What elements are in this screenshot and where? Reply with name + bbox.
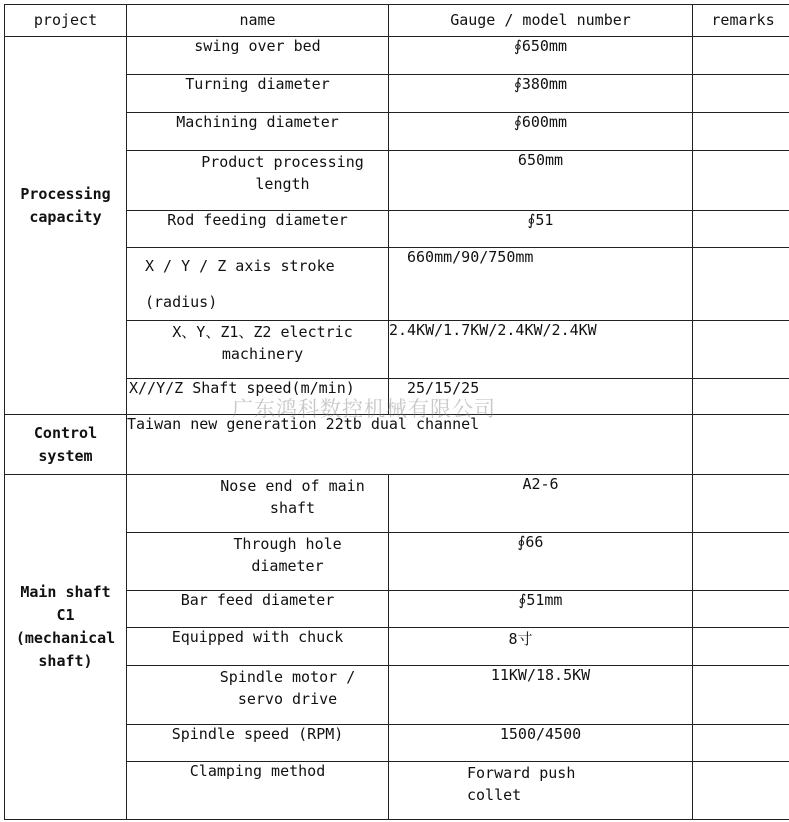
row-name: X / Y / Z axis stroke (radius) [127,248,389,321]
row-name: Spindle speed (RPM) [127,725,389,762]
row-remarks [693,321,789,379]
row-gauge: 11KW/18.5KW [389,666,693,725]
header-project: project [5,5,127,37]
group-main-shaft: Main shaft C1 (mechanical shaft) [5,475,127,820]
row-remarks [693,591,789,628]
row-name: swing over bed [127,37,389,75]
row-remarks [693,248,789,321]
header-name: name [127,5,389,37]
row-name: Spindle motor / servo drive [127,666,389,725]
row-remarks [693,533,789,591]
row-name: Through hole diameter [127,533,389,591]
row-name: Equipped with chuck [127,628,389,666]
table-row [5,415,789,475]
row-remarks [693,415,789,475]
group-processing-capacity: Processing capacity [5,37,127,415]
row-remarks [693,725,789,762]
row-gauge: 660mm/90/750mm [389,248,693,321]
row-gauge: ∮650mm [389,37,693,75]
row-gauge: ∮51mm [389,591,693,628]
table-row [5,475,789,533]
company-watermark: 广东鸿科数控机械有限公司 [232,397,496,421]
row-gauge: ∮51 [389,211,693,248]
row-remarks [693,113,789,151]
row-remarks [693,762,789,820]
group-control-system: Control system [5,415,127,475]
row-gauge: 650mm [389,151,693,211]
row-name: Bar feed diameter [127,591,389,628]
table-row [5,37,789,75]
row-remarks [693,666,789,725]
header-remarks: remarks [693,5,789,37]
header-gauge: Gauge / model number [389,5,693,37]
row-name: Turning diameter [127,75,389,113]
row-name: Clamping method [127,762,389,820]
row-name: Product processing length [127,151,389,211]
row-gauge: 2.4KW/1.7KW/2.4KW/2.4KW [389,321,693,379]
spec-table [4,4,789,820]
row-remarks [693,75,789,113]
row-gauge: ∮66 [389,533,693,591]
row-remarks [693,628,789,666]
row-remarks [693,211,789,248]
row-name: X//Y/Z Shaft speed(m/min) [127,379,389,415]
row-gauge: ∮600mm [389,113,693,151]
row-remarks [693,379,789,415]
row-name: Machining diameter [127,113,389,151]
row-name: Rod feeding diameter [127,211,389,248]
row-gauge: A2-6 [389,475,693,533]
row-gauge: 25/15/25 [389,379,693,415]
row-gauge: 8寸 [389,628,693,666]
row-name: Taiwan new generation 22tb dual channel [127,415,693,475]
row-name: Nose end of main shaft [127,475,389,533]
row-name: X、Y、Z1、Z2 electric machinery [127,321,389,379]
header-row [5,5,789,37]
row-remarks [693,475,789,533]
row-remarks [693,37,789,75]
row-gauge: 1500/4500 [389,725,693,762]
row-gauge: ∮380mm [389,75,693,113]
row-gauge: Forward push collet [389,762,693,820]
row-remarks [693,151,789,211]
